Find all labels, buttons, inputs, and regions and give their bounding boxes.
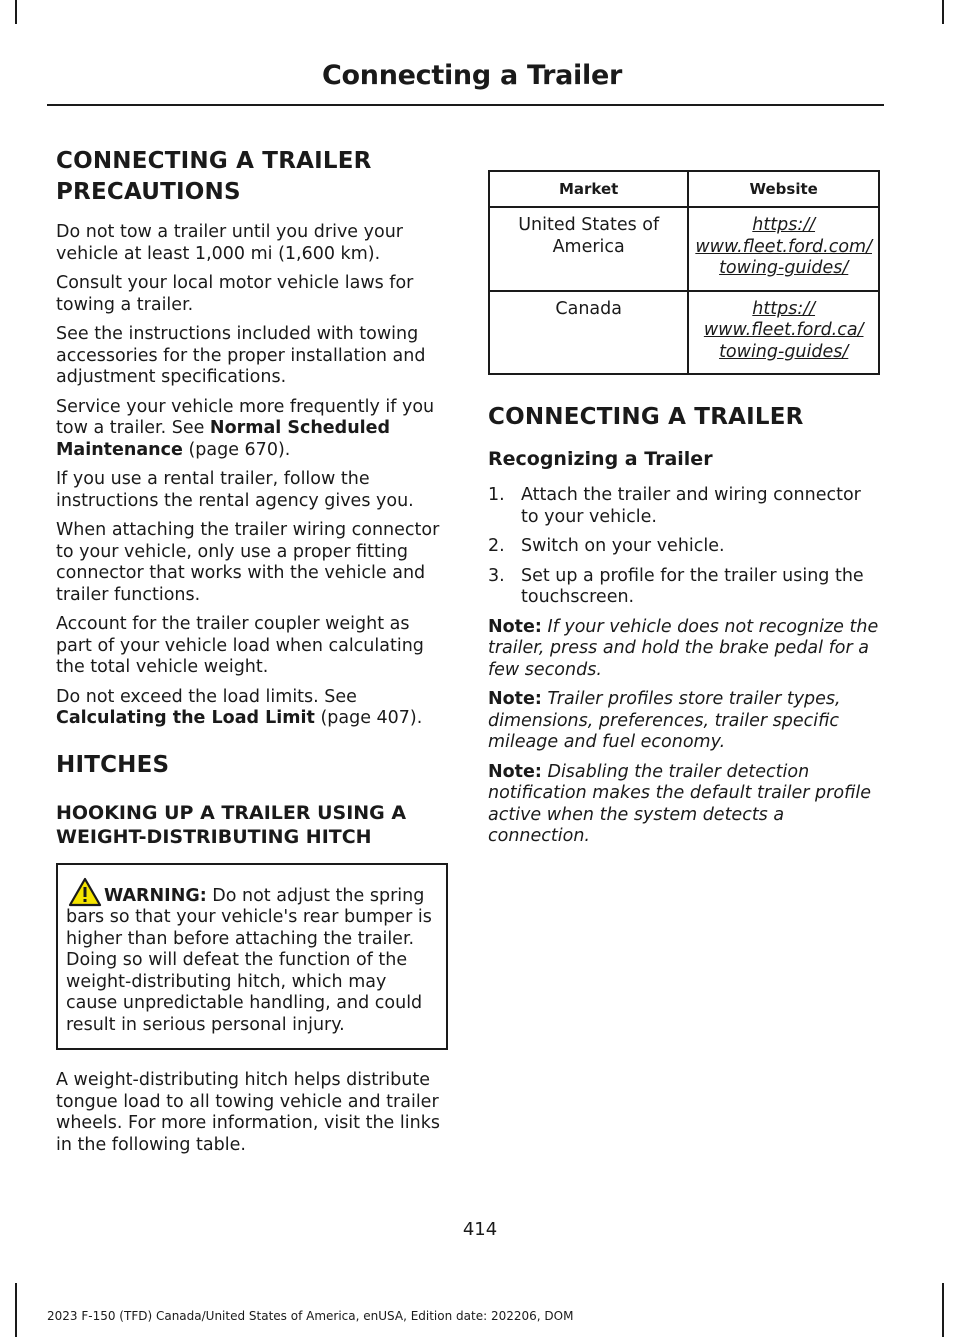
subheading-hooking-up: HOOKING UP A TRAILER USING A WEIGHT-DISTRIBUTING HITCH [56,801,407,848]
crop-mark-bottom-right [942,1283,944,1337]
right-column [488,146,880,856]
paragraph-load-text: Do not exceed the load limits. See [56,686,357,707]
paragraph-service [56,397,448,462]
url-line: https:// [752,215,816,235]
paragraph-rental: If you use a rental trailer, follow the instructions the rental agency gives you. [56,469,414,511]
subheading-recognizing: Recognizing a Trailer [488,448,713,470]
step-text: Switch on your vehicle. [521,536,725,556]
running-title: Connecting a Trailer [322,60,622,91]
edition-footer: 2023 F-150 (TFD) Canada/United States of America, enUSA, Edition date: 202206, DOM [47,1309,574,1323]
table-row [489,207,879,291]
table-header-row [489,171,879,207]
url-line: https:// [752,298,816,319]
paragraph-load-limits [56,687,448,730]
paragraph-instructions: See the instructions included with towing accessories for the proper installation and adjustment specifications. [56,324,426,387]
note-paragraph [488,762,880,848]
note-label: Note: [488,689,542,709]
paragraph-break-in: Do not tow a trailer until you drive your vehicle at least 1,000 mi (1,600 km). [56,222,403,264]
section-heading-connecting-trailer: CONNECTING A TRAILER [488,404,804,430]
step-number: 2. [488,536,505,556]
note-label: Note: [488,616,542,637]
list-item [488,536,880,558]
warning-box [56,863,448,1051]
list-item [488,485,880,528]
step-text: Attach the trailer and wiring connector to your vehicle. [521,485,861,527]
note-label: Note: [488,761,542,782]
table-cell-website-link[interactable] [688,291,879,375]
page-number: 414 [462,1219,498,1240]
note-text: If your vehicle does not recognize the trailer, press and hold the brake pedal for a few seconds. [488,616,879,680]
paragraph-weight-distributing: A weight-distributing hitch helps distribute tongue load to all towing vehicle and trailer wheels. For more information, visit the links in the following table. [56,1070,440,1155]
table-cell-website-link[interactable] [688,207,879,291]
step-number: 1. [488,485,505,505]
crop-mark-top-left [15,0,17,24]
url-line: www.fleet.ford.ca/ [703,320,864,340]
header-rule [47,104,884,106]
url-line: towing-guides/ [719,258,849,278]
link-calculating-load-limit[interactable]: Calculating the Load Limit [56,708,315,728]
crop-mark-top-right [942,0,944,24]
note-text: Trailer profiles store trailer types, dimensions, preferences, trailer specific mileage and fuel economy. [488,689,841,752]
url-line: www.fleet.ford.com/ [695,236,872,257]
warning-triangle-icon [68,877,102,907]
table-cell-market: Canada [489,291,688,375]
websites-table [488,170,880,375]
step-text: Set up a profile for the trailer using the touchscreen. [521,565,864,607]
link-normal-scheduled-maintenance[interactable]: Normal Scheduled Maintenance [56,418,391,460]
left-column [56,146,448,1164]
table-header-website: Website [688,171,879,207]
step-number: 3. [488,565,505,586]
table-row [489,291,879,375]
paragraph-coupler: Account for the trailer coupler weight as part of your vehicle load when calculating the total vehicle weight. [56,614,424,677]
section-heading-precautions: PRECAUTIONS [56,179,241,205]
paragraph-service-page: (page 670). [182,439,291,460]
paragraph-load-page: (page 407). [314,708,423,728]
table-cell-market: United States of America [489,207,688,291]
table-header-market: Market [489,171,688,207]
crop-mark-bottom-left [15,1283,17,1337]
paragraph-local-laws: Consult your local motor vehicle laws for towing a trailer. [56,273,414,315]
url-line: towing-guides/ [719,341,849,362]
steps-list [488,485,880,609]
note-text: Disabling the trailer detection notification makes the default trailer profile active when the system detects a connection. [488,761,872,846]
section-heading-hitches: HITCHES [56,751,170,778]
note-paragraph [488,617,880,682]
warning-content [66,877,438,1037]
section-heading-connecting: CONNECTING A TRAILER [56,148,372,174]
note-paragraph [488,689,880,754]
warning-text: Do not adjust the spring bars so that your vehicle's rear bumper is higher than before attaching the trailer. Doing so will defeat the function of the weight-distributing hitch, which may cause unpredictable handling, and could result in serious personal injury. [66,885,432,1035]
paragraph-wiring: When attaching the trailer wiring connector to your vehicle, only use a proper fitting connector that works with the vehicle and trailer functions. [56,520,440,605]
paragraph-service-text: Service your vehicle more frequently if you tow a trailer. See [56,396,435,438]
warning-label: WARNING: [104,885,207,906]
list-item [488,566,880,609]
